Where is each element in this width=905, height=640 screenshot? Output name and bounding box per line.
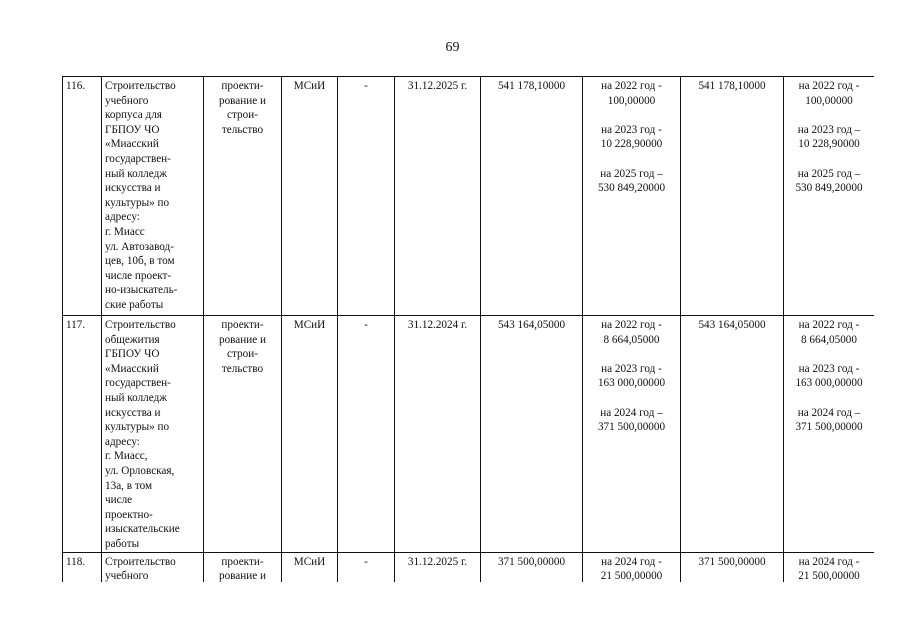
responsible-org: МСиИ (282, 77, 338, 316)
work-stage: проекти- рование и строи- тельство (204, 316, 282, 553)
projects-table-wrapper (62, 76, 874, 582)
total-cost: 541 178,10000 (481, 77, 583, 316)
projects-table (62, 76, 874, 582)
table-row (63, 316, 875, 553)
object-name: Строительство учебного корпуса для ГБПОУ ЧО «Миасский государствен- ный колледж искусства и культуры» по адресу: г. Миасс ул. Автозавод- цев, 10б, в том числе проект- но-изыскатель- ские работы (102, 77, 204, 316)
object-name: Строительство учебного (102, 552, 204, 582)
empty-dash: - (338, 316, 395, 553)
yearly-amounts: на 2024 год - 21 500,00000 (583, 552, 681, 582)
table-row (63, 552, 875, 582)
total-funding: 541 178,10000 (681, 77, 784, 316)
responsible-org: МСиИ (282, 316, 338, 553)
yearly-funding: на 2024 год - 21 500,00000 (784, 552, 875, 582)
work-stage: проекти- рование и строи- тельство (204, 77, 282, 316)
total-cost: 371 500,00000 (481, 552, 583, 582)
row-number: 117. (63, 316, 102, 553)
responsible-org: МСиИ (282, 552, 338, 582)
yearly-amounts: на 2022 год - 100,00000 на 2023 год - 10 228,90000 на 2025 год – 530 849,20000 (583, 77, 681, 316)
table-row (63, 77, 875, 316)
page-number: 69 (445, 40, 460, 55)
work-stage: проекти- рование и (204, 552, 282, 582)
total-funding: 543 164,05000 (681, 316, 784, 553)
yearly-amounts: на 2022 год - 8 664,05000 на 2023 год - 163 000,00000 на 2024 год – 371 500,00000 (583, 316, 681, 553)
row-number: 116. (63, 77, 102, 316)
completion-date: 31.12.2025 г. (395, 552, 481, 582)
empty-dash: - (338, 77, 395, 316)
yearly-funding: на 2022 год - 100,00000 на 2023 год – 10 228,90000 на 2025 год – 530 849,20000 (784, 77, 875, 316)
object-name: Строительство общежития ГБПОУ ЧО «Миасский государствен- ный колледж искусства и культуры» по адресу: г. Миасс, ул. Орловская, 13а, в том числе проектно- изыскательские работы (102, 316, 204, 553)
empty-dash: - (338, 552, 395, 582)
total-cost: 543 164,05000 (481, 316, 583, 553)
completion-date: 31.12.2025 г. (395, 77, 481, 316)
yearly-funding: на 2022 год - 8 664,05000 на 2023 год - 163 000,00000 на 2024 год – 371 500,00000 (784, 316, 875, 553)
row-number: 118. (63, 552, 102, 582)
total-funding: 371 500,00000 (681, 552, 784, 582)
completion-date: 31.12.2024 г. (395, 316, 481, 553)
